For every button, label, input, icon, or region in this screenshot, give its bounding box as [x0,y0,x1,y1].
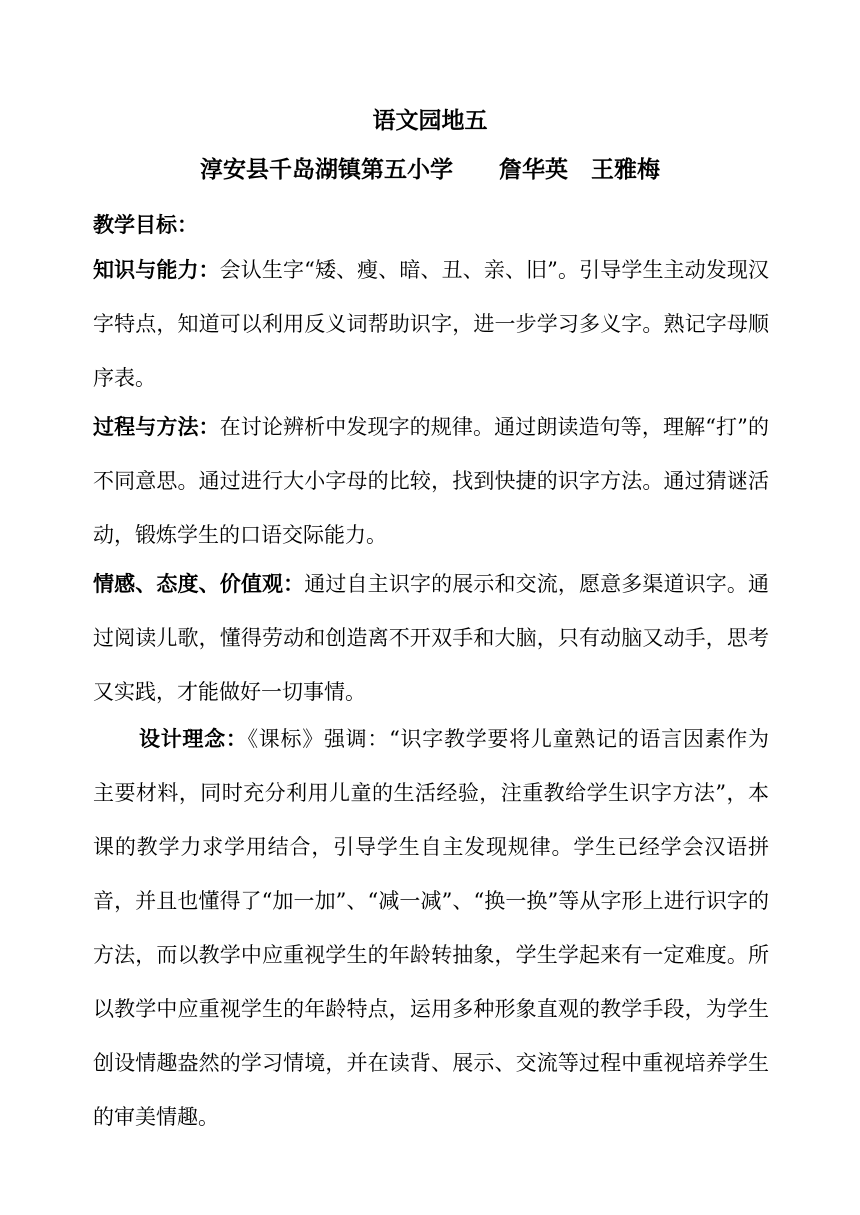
emotion-text: 通过自主识字的展示和交流，愿意多渠道识字。通过阅读儿歌，懂得劳动和创造离不开双手和大脑，只有动脑又动手，思考又实践，才能做好一切事情。 [93,572,770,704]
objectives-heading-label: 教学目标： [93,212,198,237]
knowledge-label: 知识与能力： [93,257,220,282]
knowledge-text: 会认生字“矮、瘦、暗、丑、亲、旧”。引导学生主动发现汉字特点，知道可以利用反义词帮助识字，进一步学习多义字。熟记字母顺序表。 [93,258,769,390]
design-label: 设计理念： [139,726,248,751]
design-paragraph [93,712,769,1144]
knowledge-paragraph [93,243,769,405]
process-label: 过程与方法： [93,414,220,439]
design-text: 《课标》强调：“识字教学要将儿童熟记的语言因素作为主要材料，同时充分利用儿童的生活经验，注重教给学生识字方法”，本课的教学力求学用结合，引导学生自主发现规律。学生已经学会汉语拼音，并且也懂得了“加一加”、“减一减”、“换一换”等从字形上进行识字的方法，而以教学中应重视学生的年龄转抽象，学生学起来有一定难度。所以教学中应重视学生的年龄特点，运用多种形象直观的教学手段，为学生创设情趣盎然的学习情境，并在读背、展示、交流等过程中重视培养学生的审美情趣。 [93,727,770,1129]
document-subtitle: 淳安县千岛湖镇第五小学 詹华英 王雅梅 [200,156,660,183]
process-paragraph [93,400,769,562]
emotion-paragraph [93,557,769,719]
process-text: 在讨论辨析中发现字的规律。通过朗读造句等，理解“打”的不同意思。通过进行大小字母的比较，找到快捷的识字方法。通过猜谜活动，锻炼学生的口语交际能力。 [93,415,769,547]
emotion-label: 情感、态度、价值观： [93,571,305,596]
document-title: 语文园地五 [372,107,488,134]
